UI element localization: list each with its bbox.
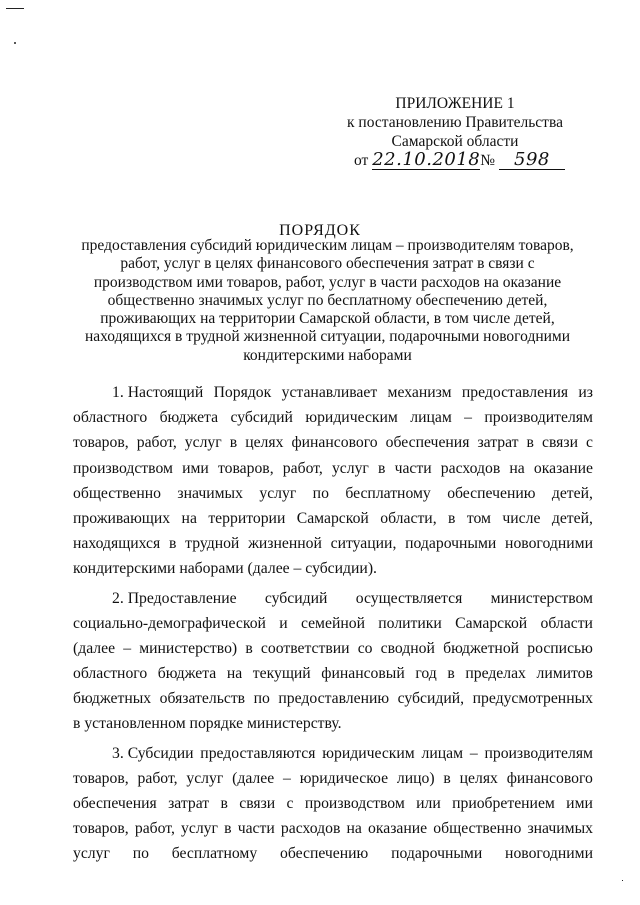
word: министерство) — [139, 639, 238, 657]
word: части — [394, 459, 432, 477]
appendix-line-1: к постановлению Правительства — [347, 114, 563, 131]
word: бюджета — [157, 665, 217, 683]
word: 3. Субсидии — [112, 744, 194, 762]
word: – — [469, 744, 478, 762]
word: ими — [182, 459, 209, 477]
word: 2. Предоставление — [112, 589, 237, 607]
word: расходов — [440, 459, 501, 477]
paragraph-3-line — [73, 841, 593, 866]
word: финансового — [291, 434, 378, 452]
word: работ, — [134, 820, 175, 838]
word: с — [286, 795, 294, 812]
word: работ, — [137, 769, 178, 787]
word: – — [464, 409, 472, 427]
handwritten-number: 598 — [499, 151, 565, 170]
word: производителям — [484, 744, 593, 762]
word: бесплатному — [171, 845, 258, 863]
date-prefix: от — [354, 152, 369, 169]
word: по — [312, 484, 329, 502]
word: жизненной — [248, 535, 322, 553]
subtitle-line: предоставления субсидий юридическим лицам – производителям товаров, — [81, 237, 574, 254]
word: услуг — [186, 769, 224, 787]
word: лицам — [410, 409, 452, 427]
word: товаров, — [73, 434, 129, 452]
word: семейной — [300, 614, 365, 632]
word: пределах — [465, 665, 526, 683]
word: общественно — [73, 484, 161, 502]
subtitle-line: проживающих на территории Самарской области, в том числе детей, — [100, 310, 555, 328]
word: услуг — [331, 459, 369, 477]
word: трудной — [185, 535, 240, 553]
paragraph-3-line — [73, 816, 593, 841]
word: ситуации, — [330, 535, 397, 553]
document-title: ПОРЯДОК — [279, 222, 361, 239]
word: детей, — [551, 484, 593, 502]
subtitle-line: находящихся в трудной жизненной ситуации, подарочными новогодними — [84, 328, 571, 346]
word: в — [443, 769, 451, 787]
word: оказание — [368, 820, 428, 838]
word: на — [181, 509, 197, 527]
word: областного — [73, 409, 148, 427]
paragraph-2-line — [73, 661, 593, 686]
word: лицо) — [396, 769, 435, 787]
word: области, — [380, 509, 437, 527]
word: на — [509, 459, 525, 477]
word: числе — [502, 509, 541, 527]
word: оказание — [533, 459, 593, 477]
paragraph-2-line — [73, 586, 593, 611]
word: финансовый — [321, 665, 405, 683]
word: работ, — [136, 434, 177, 452]
word: или — [416, 795, 441, 812]
appendix-date-line — [344, 151, 590, 170]
word: новогодними — [505, 535, 593, 553]
paragraph-1-line — [73, 430, 593, 455]
word: части — [237, 820, 275, 838]
word: значимых — [527, 820, 593, 838]
subtitle-line: производством ими товаров, работ, услуг в части расходов на оказание — [93, 273, 562, 291]
word: на — [346, 820, 362, 838]
word: лицам — [421, 744, 464, 762]
word: обеспечению — [280, 845, 369, 863]
word: (далее — [73, 639, 116, 657]
word: обеспечения — [73, 795, 157, 812]
word: кондитерскими наборами (далее – субсидии). — [73, 560, 377, 578]
word: производителям — [484, 409, 593, 427]
word: новогодними — [505, 845, 593, 863]
word: области — [540, 614, 593, 632]
word: услуг — [73, 845, 110, 863]
word: производством — [73, 459, 173, 477]
word: детей, — [551, 509, 593, 527]
word: соответствии — [260, 639, 350, 657]
word: в — [378, 459, 386, 477]
word: в — [224, 820, 232, 838]
word: Самарской — [455, 614, 528, 632]
word: механизм — [387, 384, 452, 401]
word: территории — [208, 509, 286, 527]
word: юридическим — [305, 409, 398, 427]
paragraph-1-line — [73, 481, 593, 506]
word: товаров, — [217, 459, 274, 477]
word: устанавливает — [281, 384, 378, 401]
word: предоставляются — [200, 744, 316, 762]
word: социально-демографической — [73, 614, 266, 632]
word: на — [226, 665, 243, 683]
word: и — [279, 614, 288, 632]
word: росписью — [527, 639, 593, 657]
word: субсидий — [264, 589, 328, 607]
word: связи — [239, 795, 276, 812]
paragraph-3-line — [73, 791, 593, 816]
word: финансового — [506, 769, 593, 787]
paragraph-3-line — [73, 766, 593, 791]
scan-mark-top-left — [6, 8, 24, 9]
word: проживающих — [73, 509, 171, 527]
word: министерством — [490, 589, 593, 607]
word: бюджетной — [443, 639, 520, 657]
word: приобретением — [452, 795, 555, 812]
word: услуг — [259, 484, 297, 502]
paragraph-2-line — [73, 636, 593, 661]
word: общественно — [433, 820, 522, 838]
word: бюджетных — [73, 690, 152, 708]
word: обеспечения — [385, 434, 470, 452]
word: предусмотренных — [472, 690, 593, 708]
word: бесплатному — [345, 484, 431, 502]
paragraph-1-line — [73, 456, 593, 481]
word: обеспечению — [447, 484, 536, 502]
word: бюджета — [159, 409, 219, 427]
word: в — [169, 535, 177, 553]
word: обязательств — [159, 690, 246, 708]
word: в — [448, 509, 456, 527]
word: услуг — [184, 434, 222, 452]
word: в установленном порядке министерству. — [73, 715, 342, 733]
appendix-line-2: Самарской области — [391, 133, 519, 150]
word: политики — [378, 614, 442, 632]
paragraph-1-line — [73, 556, 593, 581]
word: в — [245, 639, 253, 657]
paragraph-2-line — [73, 686, 593, 711]
word: осуществляется — [355, 589, 463, 607]
word: том — [466, 509, 491, 527]
scan-speck-left — [14, 42, 16, 44]
word: год — [415, 665, 437, 683]
word: в — [526, 434, 534, 452]
appendix-header — [320, 94, 590, 170]
subtitle-line: работ, услуг в целях финансового обеспечения затрат в связи с — [120, 255, 535, 273]
paragraph-3-line — [73, 741, 593, 766]
word: подарочными — [391, 845, 483, 863]
appendix-title: ПРИЛОЖЕНИЕ 1 — [395, 95, 515, 112]
document-body — [73, 380, 593, 867]
word: областного — [73, 665, 148, 683]
word: лимитов — [536, 665, 593, 683]
word: со — [357, 639, 373, 657]
word: субсидий — [230, 409, 293, 427]
word: с — [586, 434, 593, 452]
word: (далее — [232, 769, 275, 787]
word: производством — [304, 795, 405, 812]
word: ими — [566, 795, 593, 812]
word: предоставлению — [278, 690, 390, 708]
word: целях — [245, 434, 284, 452]
word: в — [220, 795, 228, 812]
word: в — [447, 665, 455, 683]
word: субсидий, — [397, 690, 465, 708]
subtitle-line: общественно значимых услуг по бесплатному обеспечению детей, — [107, 291, 548, 309]
word: из — [578, 384, 593, 401]
word: предоставления — [461, 384, 569, 401]
paragraph-1-line — [73, 531, 593, 556]
paragraph-1-line — [73, 506, 593, 531]
word: – — [123, 639, 132, 657]
handwritten-date: 22.10.2018 — [372, 149, 481, 170]
word: значимых — [177, 484, 243, 502]
word: услуг — [181, 820, 218, 838]
word: затрат — [477, 434, 519, 452]
word: в — [229, 434, 238, 452]
word: затрат — [168, 795, 210, 812]
word: сводной — [380, 639, 435, 657]
word: товаров, — [73, 820, 129, 838]
word: товаров, — [73, 769, 129, 787]
word: находящихся — [73, 535, 161, 553]
word: подарочными — [405, 535, 497, 553]
paragraph-2-line — [73, 611, 593, 636]
word: по — [132, 845, 149, 863]
word: Самарской — [296, 509, 369, 527]
word: Порядок — [213, 384, 272, 401]
word: целях — [459, 769, 498, 787]
word: – — [283, 769, 291, 787]
subtitle-line: кондитерскими наборами — [243, 346, 412, 364]
word: текущий — [252, 665, 311, 683]
scan-speck-bottom — [622, 880, 623, 881]
word: 1. Настоящий — [112, 384, 204, 401]
word: по — [253, 690, 270, 708]
paragraph-1-line — [73, 380, 593, 405]
word: расходов — [280, 820, 341, 838]
word: связи — [542, 434, 578, 452]
paragraph-1-line — [73, 405, 593, 430]
number-prefix: № — [480, 152, 496, 169]
word: юридическое — [299, 769, 389, 787]
document-subtitle — [60, 237, 595, 365]
paragraph-2-line — [73, 711, 593, 736]
word: работ, — [282, 459, 323, 477]
word: юридическим — [322, 744, 415, 762]
